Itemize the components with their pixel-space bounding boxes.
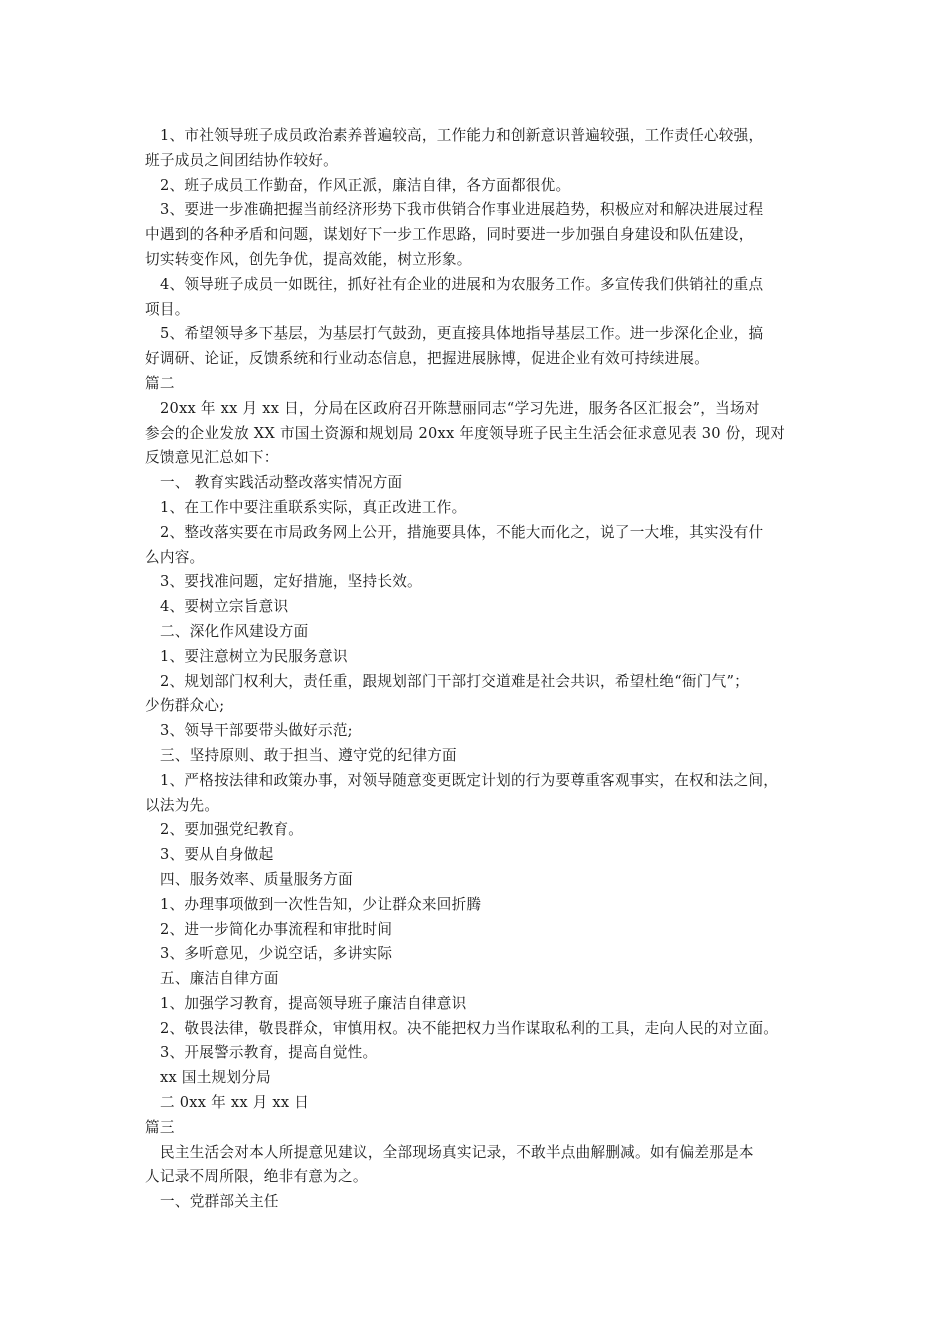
text-line: 中遇到的各种矛盾和问题，谋划好下一步工作思路，同时要进一步加强自身建设和队伍建设， [145,226,754,244]
text-line: 么内容。 [145,548,205,566]
text-line: 民主生活会对本人所提意见建议，全部现场真实记录，不敢半点曲解删减。如有偏差那是本 [160,1143,754,1161]
text-line: 切实转变作风，创先争优，提高效能，树立形象。 [145,250,472,268]
text-line: 好调研、论证，反馈系统和行业动态信息，把握进展脉博，促进企业有效可持续进展。 [145,350,710,368]
text-line: 20xx 年 xx 月 xx 日，分局在区政府召开陈慧丽同志“学习先进，服务各区汇报会”，当场对 [160,399,760,417]
text-line: 4、领导班子成员一如既往，抓好社有企业的进展和为农服务工作。多宣传我们供销社的重点 [160,275,764,293]
text-line: 二、深化作风建设方面 [160,622,309,640]
text-line: 人记录不周所限，绝非有意为之。 [145,1168,368,1186]
text-line: 3、多听意见，少说空话，多讲实际 [160,945,393,963]
text-line: 三、坚持原则、敢于担当、遵守党的纪律方面 [160,746,457,764]
text-line: 3、要进一步准确把握当前经济形势下我市供销合作事业进展趋势，积极应对和解决进展过程 [160,201,764,219]
text-line: 2、整改落实要在市局政务网上公开，措施要具体，不能大而化之，说了一大堆，其实没有什 [160,523,764,541]
text-line: 3、开展警示教育，提高自觉性。 [160,1044,378,1062]
text-line: 3、领导干部要带头做好示范; [160,722,353,740]
text-line: 一、党群部关主任 [160,1193,279,1211]
text-line: 反馈意见汇总如下： [145,449,279,467]
text-line: 1、市社领导班子成员政治素养普遍较高，工作能力和创新意识普遍较强，工作责任心较强， [160,127,764,144]
text-line: 五、廉洁自律方面 [160,970,279,988]
text-line: 以法为先。 [145,796,220,814]
text-line: 4、要树立宗旨意识 [160,598,289,616]
text-line: 参会的企业发放 XX 市国土资源和规划局 20xx 年度领导班子民主生活会征求意见表 30 份，现对 [145,424,786,442]
text-line: 一、 教育实践活动整改落实情况方面 [160,474,403,492]
text-line: 5、希望领导多下基层，为基层打气鼓劲，更直接具体地指导基层工作。进一步深化企业，搞 [160,325,764,343]
text-line: xx 国土规划分局 [160,1069,271,1087]
text-line: 1、严格按法律和政策办事，对领导随意变更既定计划的行为要尊重客观事实，在权和法之间， [160,771,779,789]
text-line: 3、要找准问题，定好措施，坚持长效。 [160,573,422,591]
text-line: 二 0xx 年 xx 月 xx 日 [160,1094,310,1112]
text-line: 2、要加强党纪教育。 [160,821,304,839]
document-page [145,124,825,1215]
text-line: 2、规划部门权利大，责任重，跟规划部门干部打交道难是社会共识，希望杜绝“衙门气”； [160,672,750,690]
text-line: 班子成员之间团结协作较好。 [145,151,338,169]
text-line: 1、办理事项做到一次性告知，少让群众来回折腾 [160,895,482,913]
text-line: 1、加强学习教育，提高领导班子廉洁自律意识 [160,994,467,1012]
text-line: 2、班子成员工作勤奋，作风正派，廉洁自律，各方面都很优。 [160,176,571,194]
text-line: 3、要从自身做起 [160,846,274,864]
text-line: 少伤群众心; [145,697,225,715]
text-line: 2、敬畏法律，敬畏群众，审慎用权。决不能把权力当作谋取私利的工具，走向人民的对立面。 [160,1019,779,1037]
text-line: 2、进一步简化办事流程和审批时间 [160,920,393,938]
text-line: 项目。 [145,300,190,318]
text-line: 四、服务效率、质量服务方面 [160,870,353,888]
text-line: 1、在工作中要注重联系实际，真正改进工作。 [160,498,467,516]
text-line: 篇三 [145,1118,175,1136]
text-line: 篇二 [145,374,175,392]
text-line: 1、要注意树立为民服务意识 [160,647,348,665]
